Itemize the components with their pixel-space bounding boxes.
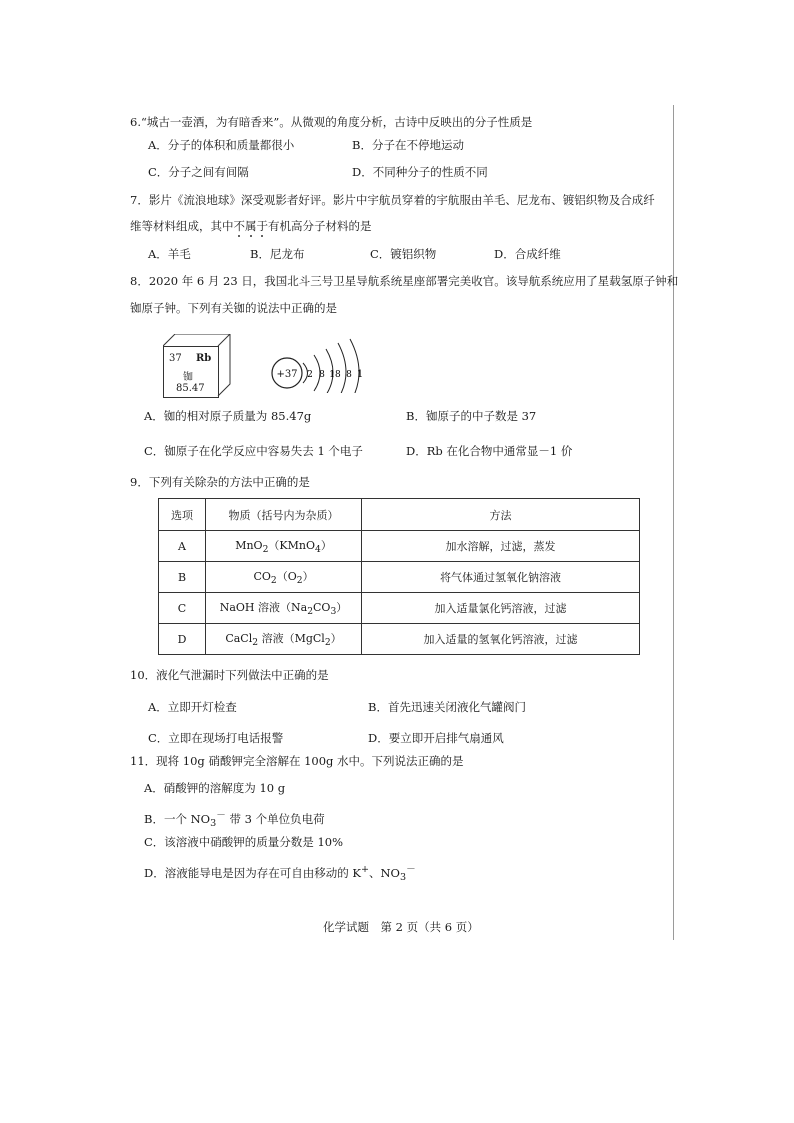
q10-option-c: C．立即在现场打电话报警 [148, 731, 284, 745]
table-row [159, 593, 640, 624]
q10-option-a: A．立即开灯检查 [148, 700, 237, 714]
row-option: A [159, 531, 206, 562]
q7-option-d: D．合成纤维 [494, 247, 561, 261]
header-method: 方法 [362, 499, 640, 531]
q7-option-b: B．尼龙布 [250, 247, 305, 261]
impurity-removal-table [158, 498, 640, 655]
margin-rule [673, 105, 674, 940]
shell-count: 8 [319, 370, 325, 380]
q8-stem-line2: 铷原子钟。下列有关铷的说法中正确的是 [130, 301, 337, 315]
q6-stem: 6.“城古一壶酒，为有暗香来”。从微观的角度分析，古诗中反映出的分子性质是 [130, 115, 533, 129]
q10-option-d: D．要立即开启排气扇通风 [368, 731, 504, 745]
table-row [159, 562, 640, 593]
q11-stem: 11．现将 10g 硝酸钾完全溶解在 100g 水中。下列说法正确的是 [130, 754, 464, 768]
row-substance: NaOH 溶液$(Na_2CO_3)$ [206, 593, 362, 624]
element-cell-rubidium [163, 334, 231, 398]
q11-option-b: B．一个 $NO_3^-$ 带 3 个单位负电荷 [144, 810, 325, 830]
emphasis-char: 不 [233, 219, 245, 233]
q11-option-c: C．该溶液中硝酸钾的质量分数是 10% [144, 835, 344, 849]
emphasis-char: 属 [245, 219, 257, 233]
q7-text: 维等材料组成，其中 [130, 219, 234, 233]
table-header-row [159, 499, 640, 531]
header-substance: 物质（括号内为杂质） [206, 499, 362, 531]
q6-option-b: B．分子在不停地运动 [352, 138, 464, 152]
q8-stem-line1: 8．2020 年 6 月 23 日，我国北斗三号卫星导航系统星座部署完美收官。该导航系统应用了星载氢原子钟和 [130, 274, 679, 288]
row-substance: $CO_2(O_2)$ [206, 562, 362, 593]
row-option: B [159, 562, 206, 593]
table-row [159, 624, 640, 655]
shell-count: 18 [329, 370, 341, 380]
table-row [159, 531, 640, 562]
q7-text: 有机高分子材料的是 [268, 219, 372, 233]
q6-option-a: A．分子的体积和质量都很小 [148, 138, 295, 152]
row-substance: MnO$_2$（KMnO$_4$） [206, 531, 362, 562]
q6-option-d: D．不同种分子的性质不同 [352, 165, 488, 179]
row-option: C [159, 593, 206, 624]
q8-option-c: C．铷原子在化学反应中容易失去 1 个电子 [144, 444, 363, 458]
q10-stem: 10．液化气泄漏时下列做法中正确的是 [130, 668, 329, 682]
shell-count: 2 [307, 370, 313, 380]
shell-count: 1 [356, 369, 364, 380]
page-footer: 化学试题 第 2 页（共 6 页） [323, 920, 479, 934]
row-method: 加入适量氯化钙溶液，过滤 [362, 593, 640, 624]
row-method: 将气体通过氢氧化钠溶液 [362, 562, 640, 593]
q6-option-c: C．分子之间有间隔 [148, 165, 249, 179]
q11-option-d: D．溶液能导电是因为存在可自由移动的 K+、$NO_3^-$ [144, 864, 416, 884]
electron-shell-arc [338, 343, 346, 393]
q7-stem-line1: 7．影片《流浪地球》深受观影者好评。影片中宇航员穿着的宇航服由羊毛、尼龙布、镀铝织物及合成纤 [130, 193, 655, 207]
row-substance: CaCl$_2$ 溶液（MgCl$_2$） [206, 624, 362, 655]
q8-option-b: B．铷原子的中子数是 37 [406, 409, 537, 423]
row-option: D [159, 624, 206, 655]
q7-stem-line2 [130, 218, 372, 234]
q7-option-a: A．羊毛 [148, 247, 191, 261]
nucleus-charge: +37 [276, 369, 298, 380]
emphasis-char: 于 [256, 219, 268, 233]
atomic-mass: 85.47 [176, 383, 205, 394]
atomic-structure-diagram [266, 333, 376, 393]
q7-option-c: C．镀铝织物 [370, 247, 437, 261]
element-symbol: Rb [196, 353, 212, 364]
q8-option-d: D．Rb 在化合物中通常显－1 价 [406, 444, 573, 458]
row-method: 加水溶解，过滤，蒸发 [362, 531, 640, 562]
row-method: 加入适量的氢氧化钙溶液，过滤 [362, 624, 640, 655]
q10-option-b: B．首先迅速关闭液化气罐阀门 [368, 700, 526, 714]
header-option: 选项 [159, 499, 206, 531]
q8-option-a: A．铷的相对原子质量为 85.47g [144, 409, 312, 423]
atomic-number: 37 [169, 353, 182, 364]
q9-stem: 9．下列有关除杂的方法中正确的是 [130, 475, 310, 489]
q11-option-a: A．硝酸钾的溶解度为 10 g [144, 781, 286, 795]
shell-count: 8 [346, 370, 352, 380]
element-name: 铷 [183, 372, 193, 383]
electron-shell-arc [350, 339, 359, 393]
